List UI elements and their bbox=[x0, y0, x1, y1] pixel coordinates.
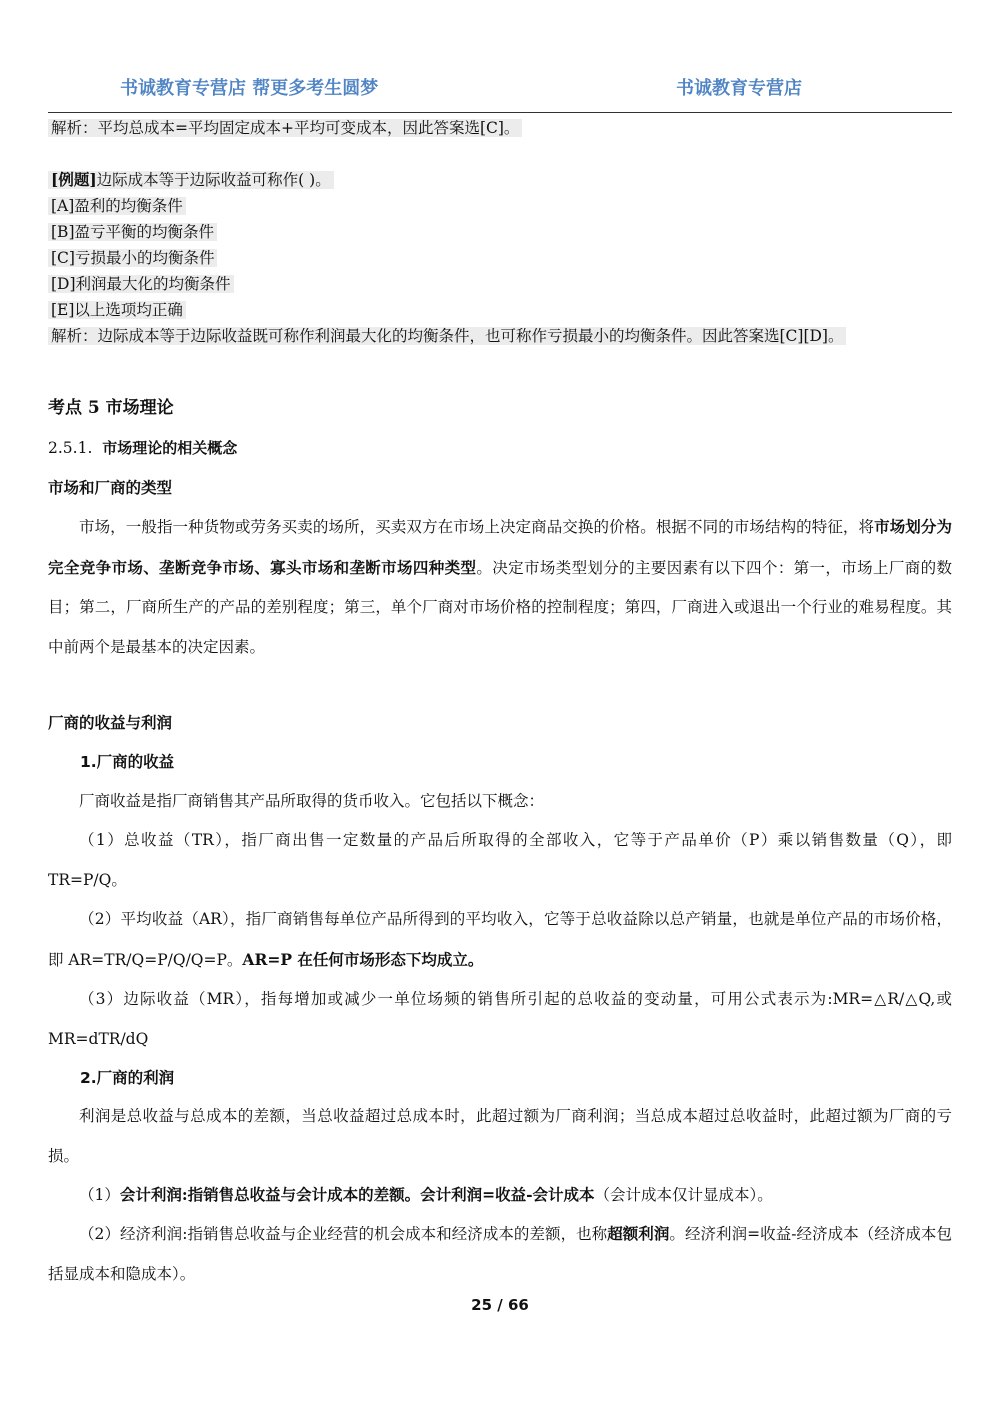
market-paragraph: 市场，一般指一种货物或劳务买卖的场所，买卖双方在市场上决定商品交换的价格。根据不同的市场结构的特征，将市场划分为完全竞争市场、垄断竞争市场、寡头市场和垄断市场四种类型。决定市场类型划分的主要因素有以下四个：第一，市场上厂商的数目；第二，厂商所生产的产品的差别程度；第三，单个厂商对市场价格的控制程度；第四，厂商进入或退出一个行业的难易程度。其中前两个是最基本的决定因素。 bbox=[48, 517, 952, 656]
accounting-profit: （1）会计利润:指销售总收益与会计成本的差额。会计利润=收益-会计成本（会计成本仅计显成本）。 bbox=[79, 1185, 773, 1204]
topic-revenue-profit: 厂商的收益与利润 bbox=[48, 714, 173, 732]
subsection-heading bbox=[48, 437, 237, 459]
option-b: [B]盈亏平衡的均衡条件 bbox=[48, 221, 217, 243]
sub-revenue: 1.厂商的收益 bbox=[80, 753, 175, 771]
market-types-bold: 市场划分为完全竞争市场、垄断竞争市场、寡头市场和垄断市场四种类型 bbox=[48, 517, 952, 577]
sub-profit: 2.厂商的利润 bbox=[80, 1069, 175, 1087]
economic-bold: 超额利润 bbox=[607, 1224, 670, 1243]
example-question bbox=[48, 169, 334, 191]
topic-market-types: 市场和厂商的类型 bbox=[48, 479, 173, 497]
example-question-text: 边际成本等于边际收益可称作( )。 bbox=[96, 171, 331, 189]
mr-paragraph: （3）边际收益（MR），指每增加或减少一单位场频的销售所引起的总收益的变动量，可用公式表示为:MR=△R/△Q,或 MR=dTR/dQ bbox=[48, 990, 952, 1048]
profit-intro: 利润是总收益与总成本的差额，当总收益超过总成本时，此超过额为厂商利润；当总成本超过总收益时，此超过额为厂商的亏损。 bbox=[48, 1107, 952, 1165]
page-number: 25 / 66 bbox=[471, 1296, 529, 1314]
analysis-line-1: 解析：平均总成本=平均固定成本+平均可变成本，因此答案选[C]。 bbox=[48, 117, 522, 139]
option-c: [C]亏损最小的均衡条件 bbox=[48, 247, 217, 269]
accounting-bold: 会计利润:指销售总收益与会计成本的差额。会计利润=收益-会计成本 bbox=[119, 1185, 595, 1204]
example-analysis: 解析：边际成本等于边际收益既可称作利润最大化的均衡条件，也可称作亏损最小的均衡条件。因此答案选[C][D]。 bbox=[48, 325, 846, 347]
example-tag: [例题] bbox=[51, 170, 97, 189]
revenue-intro: 厂商收益是指厂商销售其产品所取得的货币收入。它包括以下概念： bbox=[79, 792, 545, 810]
header-right-text: 书诚教育专营店 bbox=[676, 78, 802, 99]
tr-paragraph: （1）总收益（TR），指厂商出售一定数量的产品后所取得的全部收入，它等于产品单价（P）乘以销售数量（Q），即 TR=P/Q。 bbox=[48, 831, 952, 889]
ar-bold: AR=P 在任何市场形态下均成立。 bbox=[242, 949, 484, 969]
economic-profit: （2）经济利润:指销售总收益与企业经营的机会成本和经济成本的差额，也称超额利润。经济利润=收益-经济成本（经济成本包括显成本和隐成本）。 bbox=[48, 1224, 952, 1283]
option-d: [D]利润最大化的均衡条件 bbox=[48, 273, 234, 295]
subsection-number: 2.5.1. bbox=[48, 439, 93, 457]
section-title: 考点 5 市场理论 bbox=[48, 398, 174, 418]
header-divider bbox=[48, 112, 952, 113]
ar-paragraph: （2）平均收益（AR），指厂商销售每单位产品所得到的平均收入，它等于总收益除以总产销量，也就是单位产品的市场价格，即 AR=TR/Q=P/Q/Q=P。AR=P 在任何市场形态下均成立。 bbox=[48, 910, 952, 969]
header-left-text: 书诚教育专营店 帮更多考生圆梦 bbox=[120, 78, 379, 99]
subsection-title: 市场理论的相关概念 bbox=[102, 439, 238, 457]
option-e: [E]以上选项均正确 bbox=[48, 299, 186, 321]
option-a: [A]盈利的均衡条件 bbox=[48, 195, 186, 217]
